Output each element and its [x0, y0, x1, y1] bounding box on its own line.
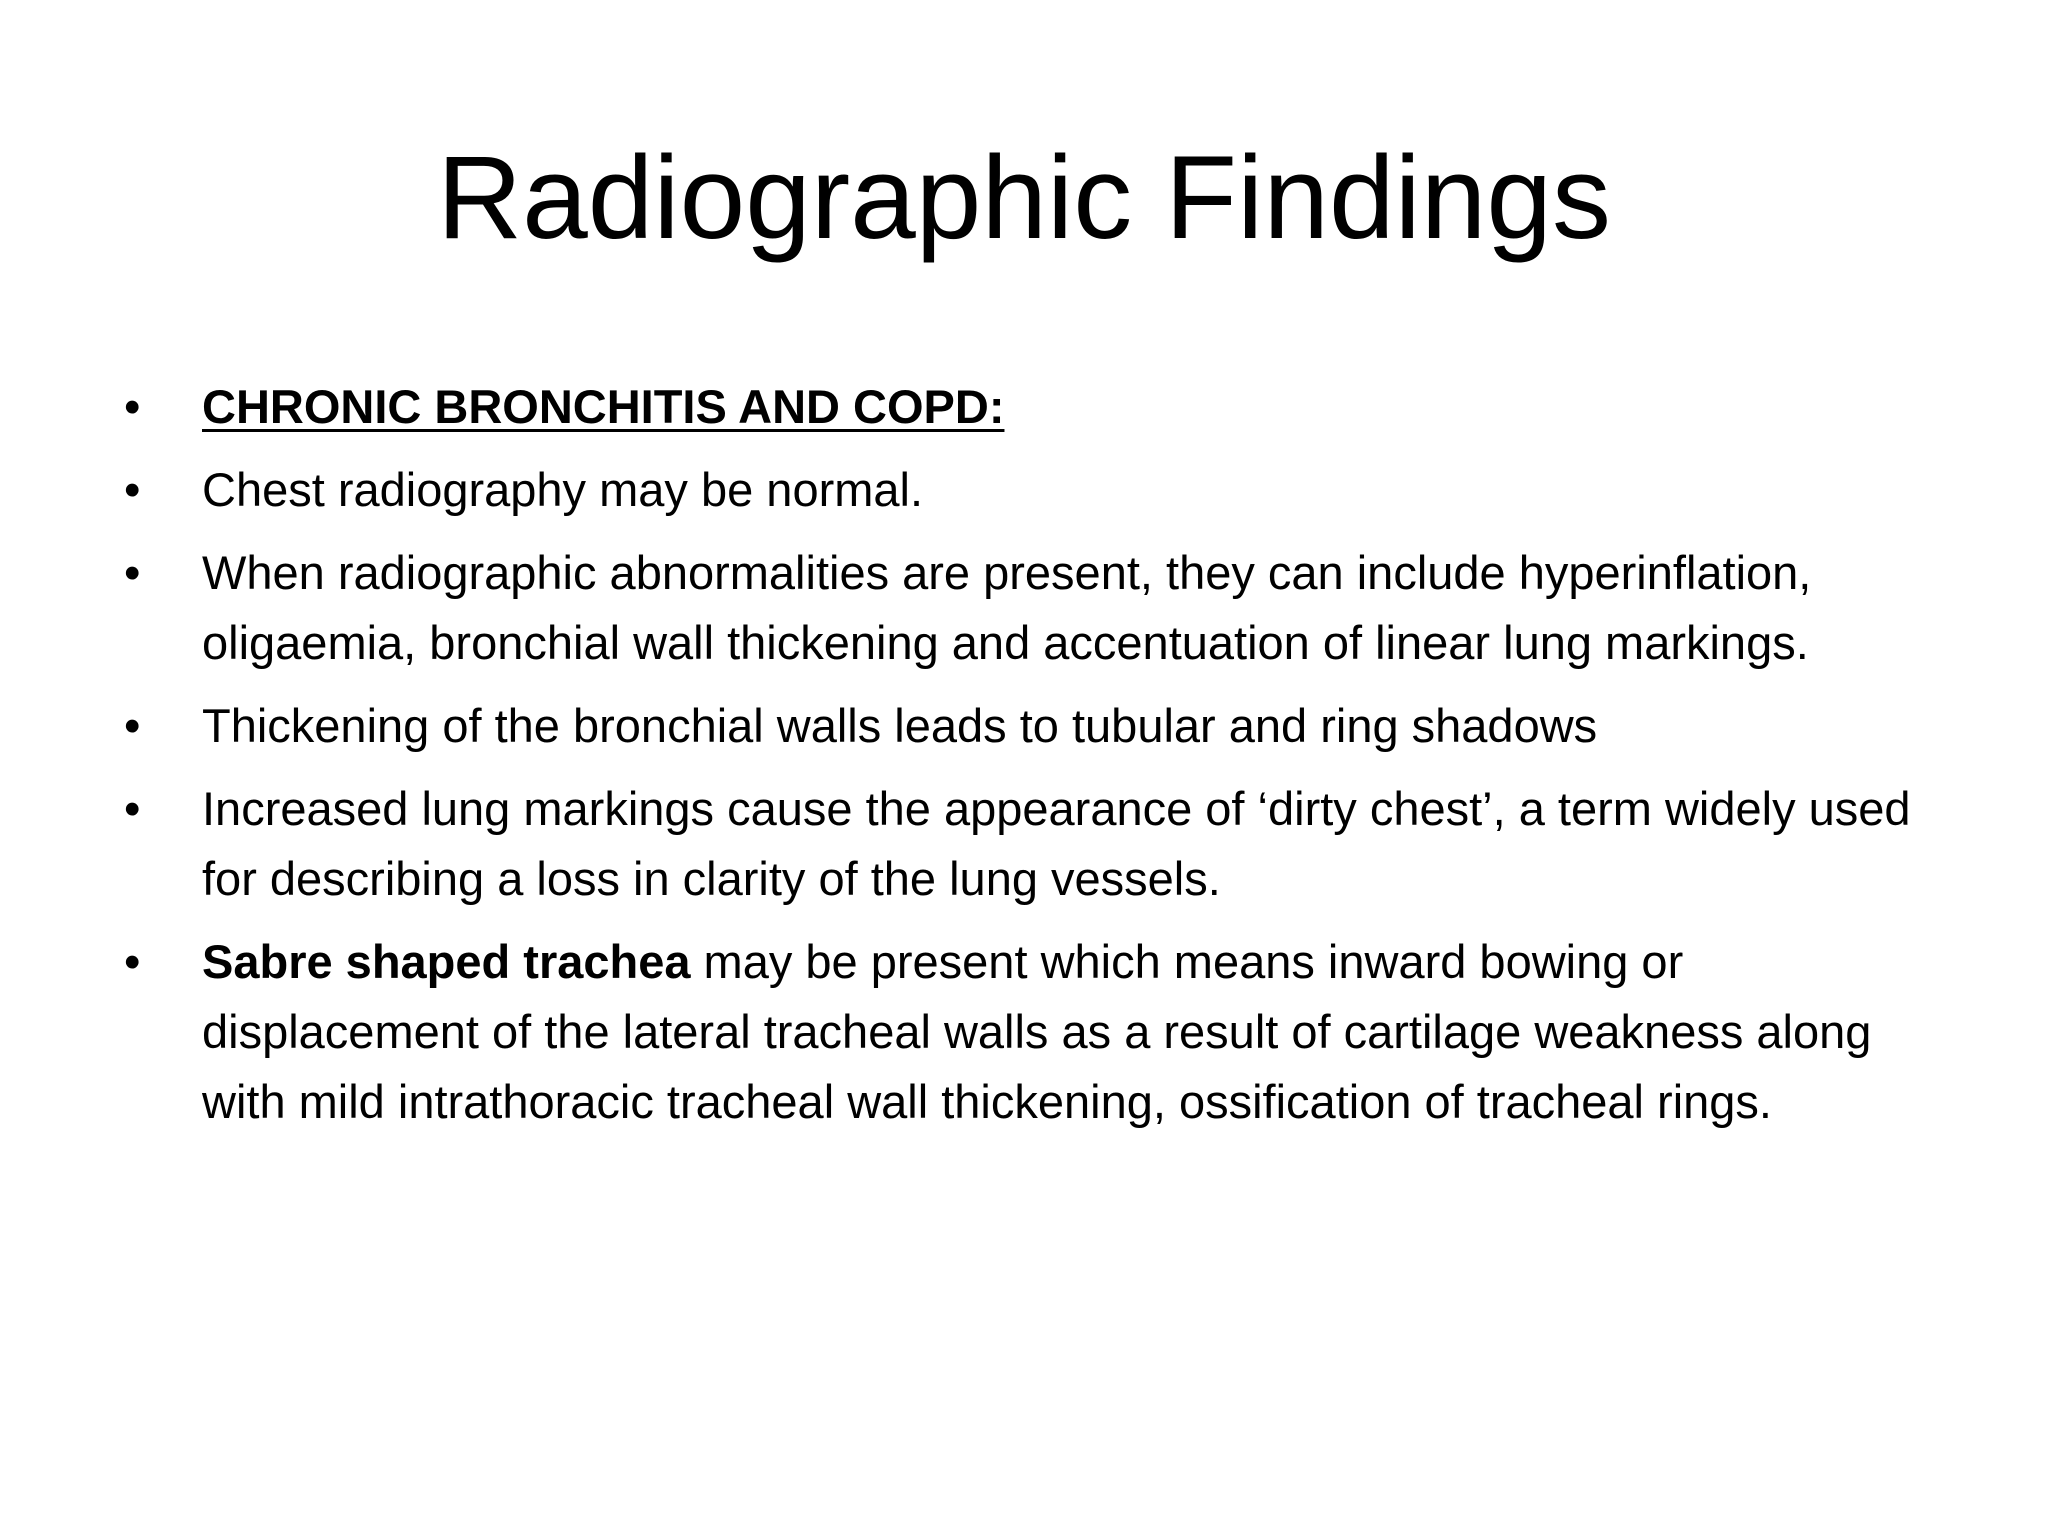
bullet-text: may be present which means inward bowing or displacement of the lateral tracheal walls as a result of cartilage weakness along with mild intrathoracic tracheal wall thickening, ossification of tracheal rings. [202, 935, 1872, 1128]
bullet-item-sabre-trachea [120, 927, 1940, 1137]
bullet-glyph: • [124, 935, 141, 988]
bullet-item-thickening [120, 691, 1940, 761]
slide-title: Radiographic Findings [436, 132, 1612, 264]
bullet-text: When radiographic abnormalities are present, they can include hyperinflation, oligaemia, bronchial wall thickening and accentuation of linear lung markings. [202, 546, 1812, 669]
bullet-text: Increased lung markings cause the appearance of ‘dirty chest’, a term widely used for describing a loss in clarity of the lung vessels. [202, 782, 1911, 905]
bullet-glyph: • [124, 699, 141, 752]
section-heading: CHRONIC BRONCHITIS AND COPD: [202, 380, 1005, 433]
bullet-item-heading [120, 372, 1940, 442]
bullet-text: Thickening of the bronchial walls leads to tubular and ring shadows [202, 699, 1598, 752]
bullet-item-abnormalities [120, 538, 1940, 678]
bullet-glyph: • [124, 546, 141, 599]
bullet-glyph: • [124, 782, 141, 835]
bullet-text: Chest radiography may be normal. [202, 463, 924, 516]
bold-term: Sabre shaped trachea [202, 935, 691, 988]
bullet-glyph: • [124, 463, 141, 516]
bullet-item-dirty-chest [120, 774, 1940, 914]
bullet-list [120, 372, 1940, 1150]
bullet-glyph: • [124, 380, 141, 433]
bullet-item-normal [120, 455, 1940, 525]
